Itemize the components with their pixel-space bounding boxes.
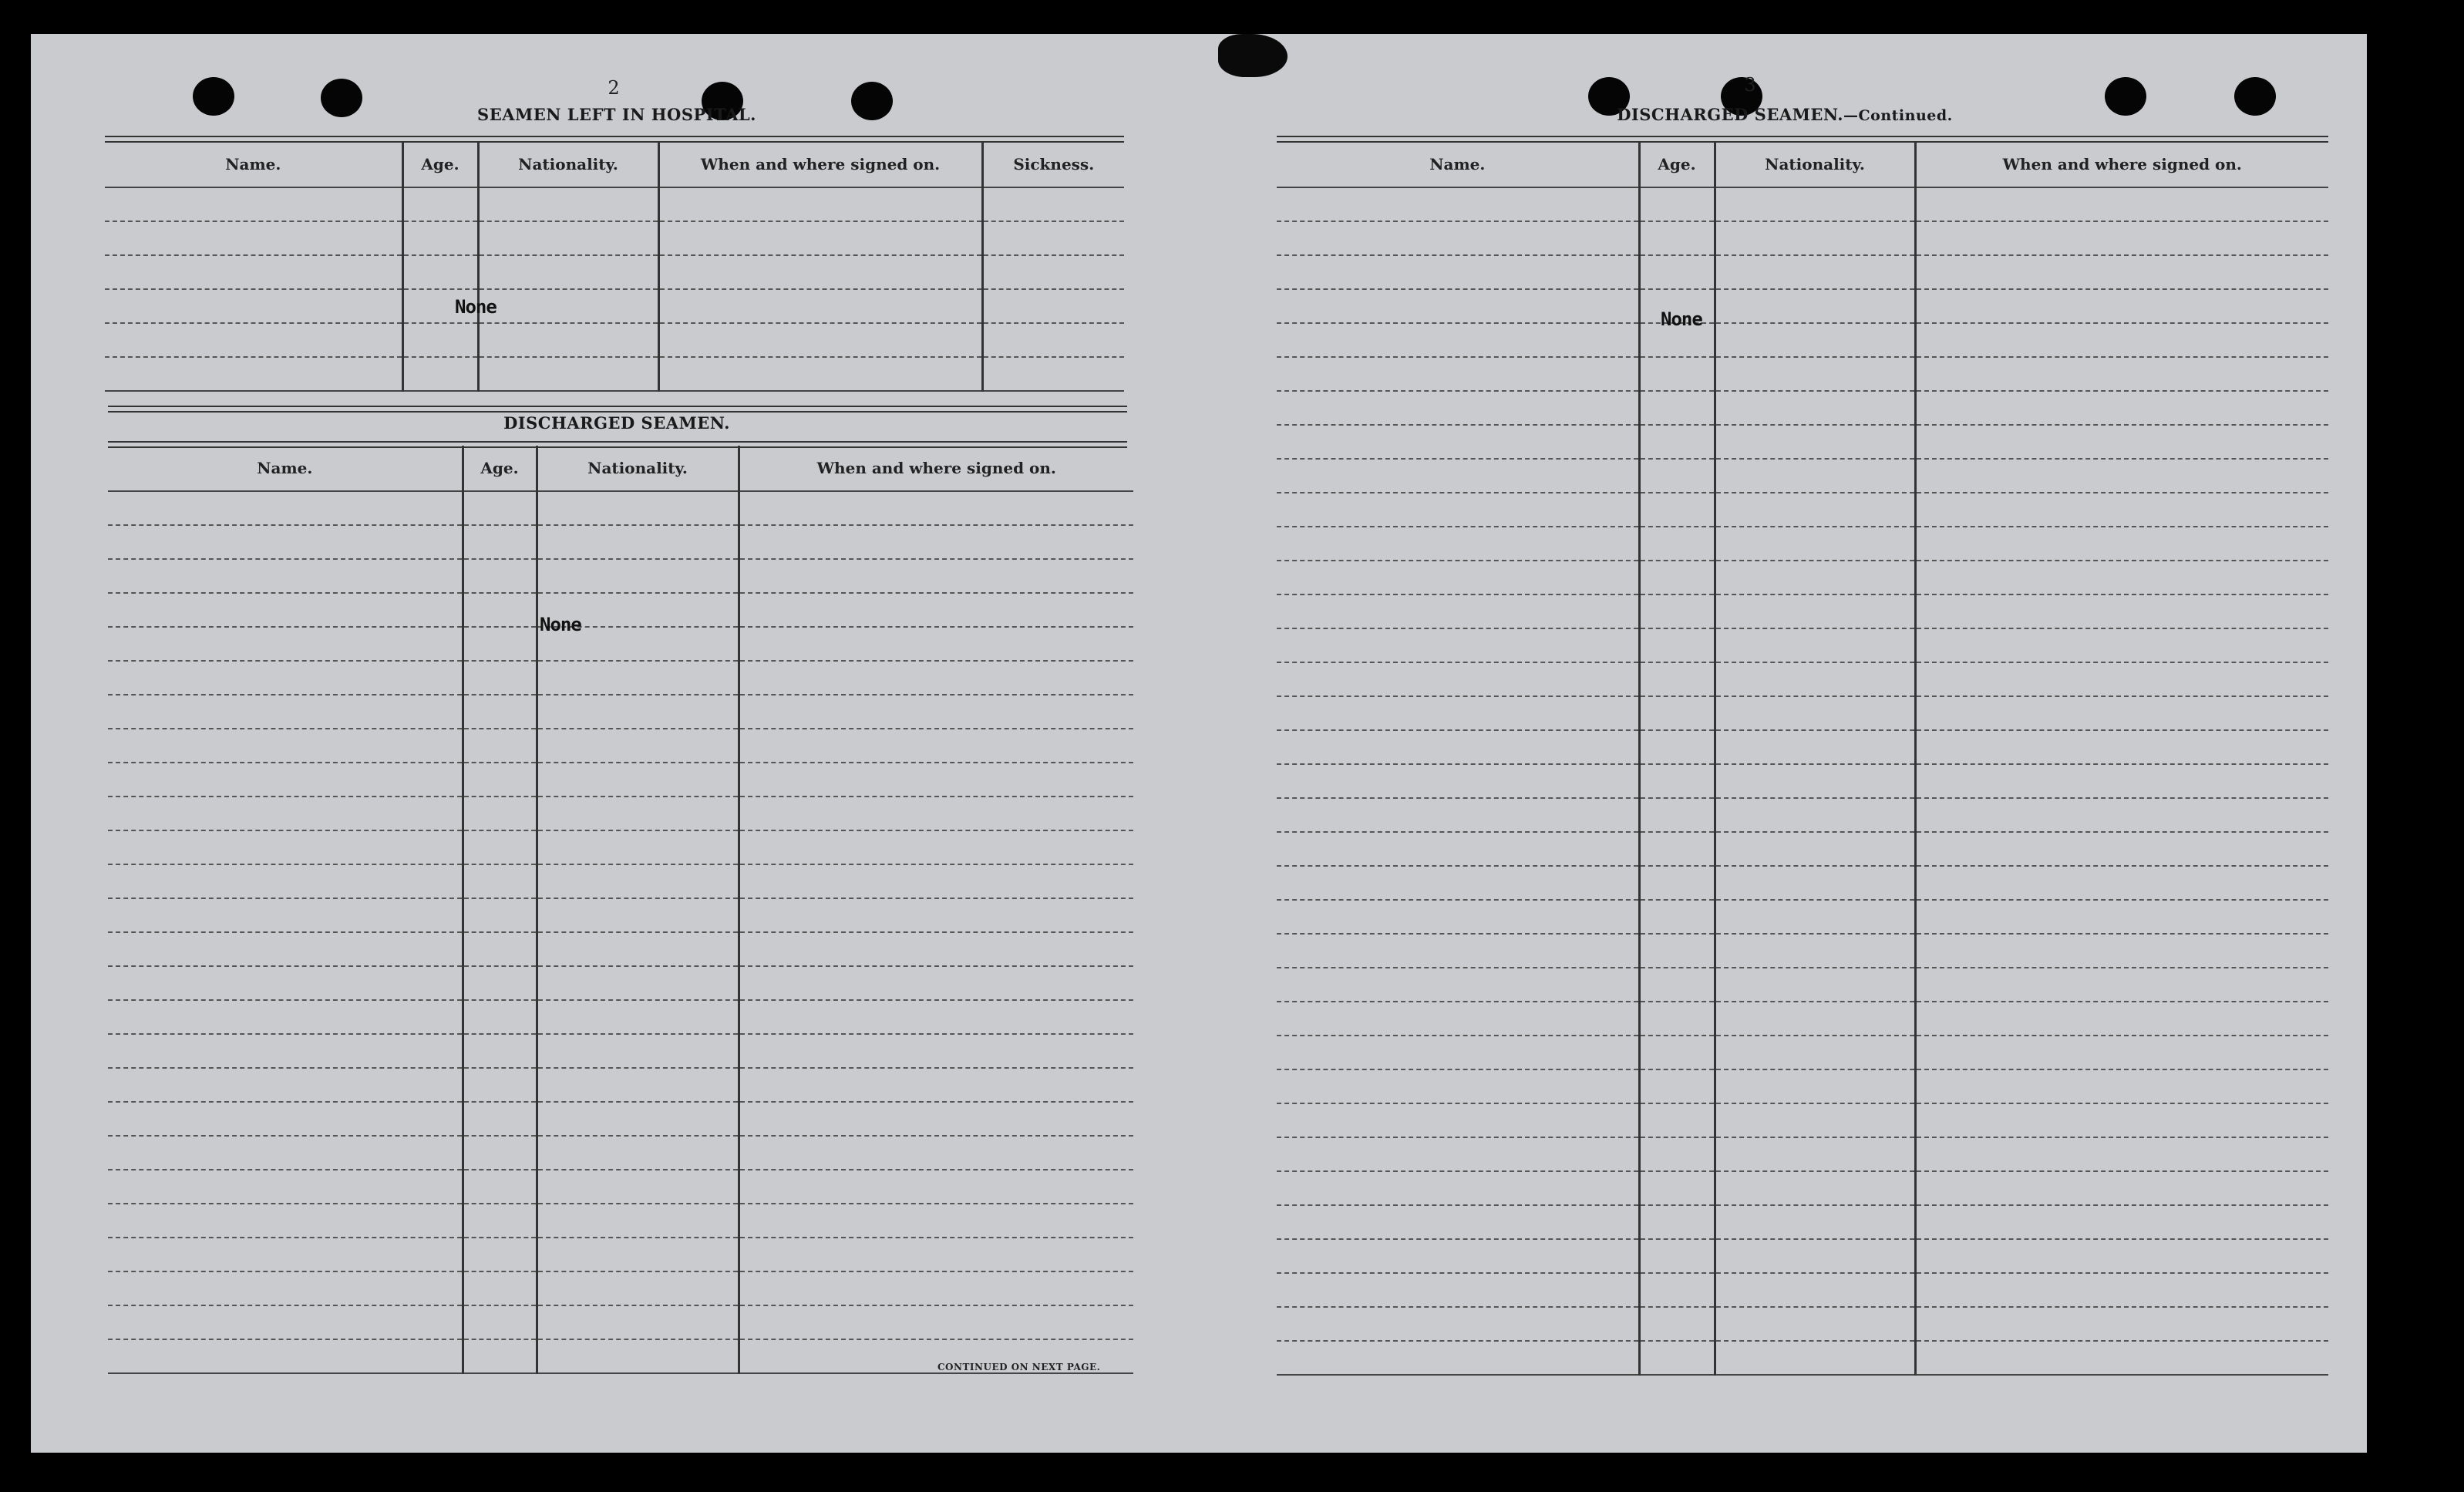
table-row	[105, 255, 1124, 289]
col-header-nationality: Nationality.	[537, 446, 739, 491]
col-header-nationality: Nationality.	[1715, 142, 1915, 187]
hospital-section-title: SEAMEN LEFT IN HOSPITAL.	[477, 105, 756, 124]
table-row	[108, 763, 1133, 797]
hospital-none-entry: None	[455, 296, 497, 318]
col-header-age: Age.	[1639, 142, 1715, 187]
table-row	[1277, 391, 2328, 425]
table-row	[1277, 1103, 2328, 1137]
col-header-signed-on: When and where signed on.	[1915, 142, 2328, 187]
table-row	[1277, 1036, 2328, 1069]
page-number-right: 3	[1744, 74, 1756, 96]
col-header-name: Name.	[105, 142, 402, 187]
table-row	[108, 491, 1133, 525]
table-row	[108, 559, 1133, 593]
table-row	[1277, 221, 2328, 255]
table-row	[1277, 968, 2328, 1002]
table-row	[1277, 357, 2328, 391]
table-row	[1277, 459, 2328, 493]
table-row	[108, 966, 1133, 1000]
punch-hole	[2105, 77, 2146, 116]
table-row	[108, 830, 1133, 864]
discharged-continued-title	[1604, 105, 1966, 124]
punch-hole	[2234, 77, 2276, 116]
table-row	[108, 593, 1133, 627]
table-row	[108, 525, 1133, 559]
table-row	[1277, 255, 2328, 289]
table-row	[1277, 187, 2328, 221]
table-row	[1277, 696, 2328, 730]
col-header-sickness: Sickness.	[982, 142, 1124, 187]
table-row	[108, 1034, 1133, 1068]
table-row	[108, 1170, 1133, 1204]
table-row	[1277, 425, 2328, 459]
col-header-signed-on: When and where signed on.	[658, 142, 982, 187]
table-row	[108, 1305, 1133, 1339]
table-row	[108, 864, 1133, 898]
table-row	[1277, 1273, 2328, 1307]
table-row	[108, 1000, 1133, 1034]
col-header-age: Age.	[463, 446, 537, 491]
col-header-name: Name.	[1277, 142, 1639, 187]
col-header-age: Age.	[402, 142, 478, 187]
table-row	[108, 729, 1133, 763]
table-row	[108, 1271, 1133, 1305]
table-row	[105, 357, 1124, 391]
table-row	[1277, 1171, 2328, 1205]
table-row	[1277, 764, 2328, 798]
table-row	[1277, 561, 2328, 594]
table-row	[1277, 493, 2328, 527]
discharged-none-entry: None	[540, 614, 581, 635]
table-row	[1277, 662, 2328, 696]
discharged-section-title: DISCHARGED SEAMEN.	[503, 413, 730, 433]
table-row	[1277, 934, 2328, 968]
table-row	[108, 661, 1133, 695]
table-row	[108, 695, 1133, 729]
col-header-nationality: Nationality.	[478, 142, 658, 187]
table-row	[108, 1238, 1133, 1271]
table-row	[1277, 323, 2328, 357]
table-row	[108, 797, 1133, 830]
table-row	[105, 323, 1124, 357]
table-row	[1277, 1205, 2328, 1239]
discharged-top-rule	[108, 406, 1127, 413]
punch-hole	[851, 82, 893, 120]
table-row	[1277, 527, 2328, 561]
table-row	[1277, 900, 2328, 934]
table-row	[105, 187, 1124, 221]
table-row	[1277, 1307, 2328, 1341]
hospital-table	[105, 142, 1124, 392]
discharged-table	[108, 446, 1133, 1374]
punch-hole	[193, 77, 234, 116]
table-row	[1277, 730, 2328, 764]
discharged-continued-none-entry: None	[1661, 308, 1702, 330]
table-row	[1277, 1069, 2328, 1103]
table-row	[1277, 628, 2328, 662]
table-row	[1277, 1341, 2328, 1375]
torn-edge-mark	[1218, 34, 1288, 77]
col-header-name: Name.	[108, 446, 463, 491]
continued-footer: CONTINUED ON NEXT PAGE.	[937, 1362, 1101, 1372]
table-row	[1277, 1239, 2328, 1273]
table-row	[108, 932, 1133, 966]
page-number-left: 2	[608, 77, 620, 99]
table-row	[1277, 1002, 2328, 1036]
table-row	[1277, 1137, 2328, 1171]
discharged-continued-table	[1277, 142, 2328, 1376]
table-row	[108, 1102, 1133, 1136]
table-row	[1277, 832, 2328, 866]
discharged-continued-suffix: —Continued.	[1843, 107, 1953, 124]
table-row	[108, 627, 1133, 661]
table-row	[108, 898, 1133, 932]
table-row	[105, 221, 1124, 255]
document-sheet	[31, 34, 2367, 1453]
discharged-continued-title-main: DISCHARGED SEAMEN.	[1617, 105, 1844, 124]
table-row	[105, 289, 1124, 323]
punch-hole	[321, 79, 362, 117]
table-row	[108, 1068, 1133, 1102]
col-header-signed-on: When and where signed on.	[739, 446, 1133, 491]
table-row	[1277, 866, 2328, 900]
table-row	[1277, 289, 2328, 323]
table-row	[108, 1136, 1133, 1170]
table-row	[1277, 798, 2328, 832]
table-row	[108, 1204, 1133, 1238]
table-row	[1277, 594, 2328, 628]
